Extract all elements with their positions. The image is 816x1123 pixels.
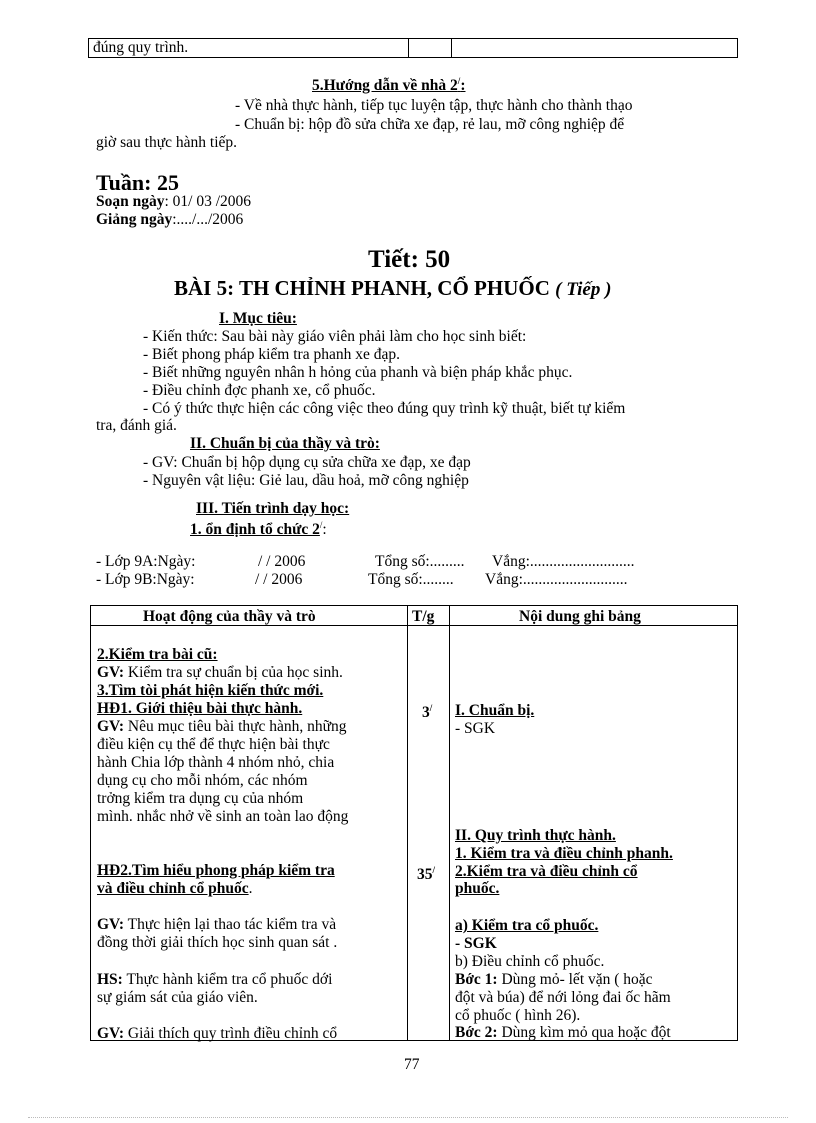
process-sub-sup: / [319, 520, 323, 530]
objectives-heading: I. Mục tiêu: [219, 310, 297, 327]
prep-text: - SGK [455, 720, 496, 737]
class-9b-label: - Lớp 9B:Ngày: [96, 571, 195, 588]
class-9b-date: / / 2006 [255, 571, 303, 588]
homework-line-1: - Về nhà thực hành, tiếp tục luyện tập, thực hành cho thành thạo [235, 97, 633, 114]
time-3-value: 3 [422, 704, 430, 722]
homework-heading-text: 5.Hướng dẫn về nhà 2 [312, 77, 458, 95]
homework-heading [312, 76, 465, 95]
review-gv [97, 664, 343, 681]
step-1-label: Bớc 1: [455, 971, 498, 988]
adjust-heading: b) Điều chỉnh cổ phuốc. [455, 953, 605, 970]
check-heading: a) Kiểm tra cổ phuốc. [455, 917, 599, 934]
class-9a-label: - Lớp 9A:Ngày: [96, 553, 196, 570]
gv-label: GV: [97, 916, 124, 933]
class-9b-absent: Vắng:........................... [485, 571, 628, 588]
step-1-line-1 [455, 971, 653, 988]
homework-line-3: giờ sau thực hành tiếp. [96, 134, 237, 151]
giang-label: Giảng ngày [96, 211, 173, 228]
hd1-line [97, 718, 347, 735]
class-9a-absent: Vắng:........................... [492, 553, 635, 570]
soan-ngay [96, 193, 251, 211]
review-heading: 2.Kiểm tra bài cũ: [97, 646, 218, 663]
table-header-content: Nội dung ghi bảng [519, 608, 641, 625]
page-bottom-border [28, 1117, 788, 1118]
gv3-line-text: Giải thích quy trình điều chỉnh cổ [124, 1025, 338, 1042]
hd1-heading: HĐ1. Giới thiệu bài thực hành. [97, 700, 303, 717]
top-row-text: đúng quy trình. [93, 39, 189, 56]
step-2-label: Bớc 2: [455, 1024, 498, 1041]
gv-label: GV: [97, 718, 124, 735]
objective-item: - Biết phong pháp kiểm tra phanh xe đạp. [143, 346, 400, 363]
hd2-heading-2-text: và điều chỉnh cổ phuốc [97, 880, 249, 897]
process-sub-end: : [322, 521, 327, 539]
hd1-line: điều kiện cụ thể để thực hiện bài thực [97, 736, 330, 753]
homework-heading-end: : [460, 77, 466, 95]
table-divider-2 [449, 606, 450, 1040]
objective-continuation: tra, đánh giá. [96, 417, 177, 434]
hs-line-1-text: Thực hành kiểm tra cổ phuốc dới [122, 971, 333, 988]
homework-line-2: - Chuẩn bị: hộp đồ sửa chữa xe đạp, rẻ lau, mỡ công nghiệp để [235, 116, 625, 133]
class-9b-total: Tổng số:........ [368, 571, 454, 588]
step-1-line-3: cổ phuốc ( hình 26). [455, 1007, 581, 1024]
step-2-line-1 [455, 1024, 671, 1041]
lesson-title-text: BÀI 5: TH CHỈNH PHANH, CỔ PHUỐC [174, 276, 550, 300]
step-1-line-2: đột và búa) để nới lỏng đai ốc hãm [455, 989, 671, 1006]
time-3 [422, 700, 432, 721]
hd2-heading-dot: . [248, 880, 253, 897]
soan-label: Soạn ngày [96, 193, 165, 210]
hd2-heading-2 [97, 880, 252, 897]
objective-item: - Có ý thức thực hiện các công việc theo đúng quy trình kỹ thuật, biết tự kiểm [143, 400, 626, 417]
time-35 [417, 862, 435, 883]
procedure-step-2-line-1: 2.Kiểm tra và điều chỉnh cổ [455, 863, 638, 880]
page-number: 77 [404, 1056, 420, 1073]
class-9a-date: / / 2006 [258, 553, 306, 570]
time-3-sup: / [429, 703, 433, 713]
step-2-line-1-text: Dùng kìm mỏ qua hoặc đột [497, 1024, 671, 1041]
giang-value: :..../.../2006 [172, 211, 244, 228]
time-35-sup: / [432, 865, 436, 875]
preparation-item: - Nguyên vật liệu: Giẻ lau, dầu hoả, mỡ công nghiệp [143, 472, 469, 489]
table-divider-1 [407, 606, 408, 1040]
top-table-row [88, 38, 738, 58]
hs-line-1 [97, 971, 332, 988]
hs-label: HS: [97, 971, 123, 988]
lesson-title [174, 276, 611, 301]
process-heading: III. Tiến trình dạy học: [196, 500, 350, 517]
gv2-line-1 [97, 916, 336, 933]
top-row-time-cell [409, 39, 452, 58]
prep-heading: I. Chuẩn bị. [455, 702, 535, 719]
procedure-heading: II. Quy trình thực hành. [455, 827, 616, 844]
hd1-line: mình. nhắc nhở về sinh an toàn lao động [97, 808, 349, 825]
step-1-line-1-text: Dùng mỏ- lết vặn ( hoặc [497, 971, 653, 988]
preparation-item: - GV: Chuẩn bị hộp dụng cụ sửa chữa xe đạp, xe đạp [143, 454, 471, 471]
top-row-cell [89, 39, 409, 58]
gv2-line-2: đồng thời giải thích học sinh quan sát . [97, 934, 338, 951]
time-35-value: 35 [417, 866, 433, 884]
table-header-divider [91, 625, 737, 626]
table-header-time: T/g [412, 608, 435, 625]
top-row-content-cell [452, 39, 738, 58]
process-sub [190, 517, 327, 538]
homework-heading-sup: / [457, 76, 461, 86]
preparation-heading: II. Chuẩn bị của thầy và trò: [190, 435, 380, 452]
class-9a-total: Tổng số:......... [375, 553, 465, 570]
lesson-period: Tiết: 50 [368, 246, 451, 273]
hd1-line: dụng cụ cho mỗi nhóm, các nhóm [97, 772, 308, 789]
soan-value: : 01/ 03 /2006 [164, 193, 252, 210]
procedure-step-2-line-2: phuốc. [455, 880, 500, 897]
review-gv-text: Kiểm tra sự chuẩn bị của học sinh. [124, 664, 343, 681]
gv3-line [97, 1025, 337, 1042]
procedure-step-1: 1. Kiểm tra và điều chỉnh phanh. [455, 845, 673, 862]
hd1-line-text: Nêu mục tiêu bài thực hành, những [124, 718, 347, 735]
discover-heading: 3.Tìm tòi phát hiện kiến thức mới. [97, 682, 324, 699]
hd1-line: hành Chia lớp thành 4 nhóm nhỏ, chia [97, 754, 335, 771]
gv2-line-1-text: Thực hiện lại thao tác kiểm tra và [124, 916, 337, 933]
week-title: Tuần: 25 [96, 170, 179, 195]
giang-ngay [96, 211, 243, 229]
gv-label: GV: [97, 664, 124, 681]
table-header-activity: Hoạt động của thầy và trò [143, 608, 316, 625]
hs-line-2: sự giám sát của giáo viên. [97, 989, 258, 1006]
gv-label: GV: [97, 1025, 124, 1042]
objective-item: - Kiến thức: Sau bài này giáo viên phải làm cho học sinh biết: [143, 328, 527, 345]
lesson-title-suffix: ( Tiếp ) [555, 279, 612, 300]
objective-item: - Biết những nguyên nhân h hỏng của phanh và biện pháp khắc phục. [143, 364, 573, 381]
hd2-heading-1: HĐ2.Tìm hiểu phong pháp kiểm tra [97, 862, 335, 879]
check-text: - SGK [455, 935, 497, 952]
objective-item: - Điều chỉnh đợc phanh xe, cổ phuốc. [143, 382, 376, 399]
hd1-line: trởng kiểm tra dụng cụ của nhóm [97, 790, 304, 807]
process-sub-text: 1. ổn định tổ chức 2 [190, 521, 320, 539]
